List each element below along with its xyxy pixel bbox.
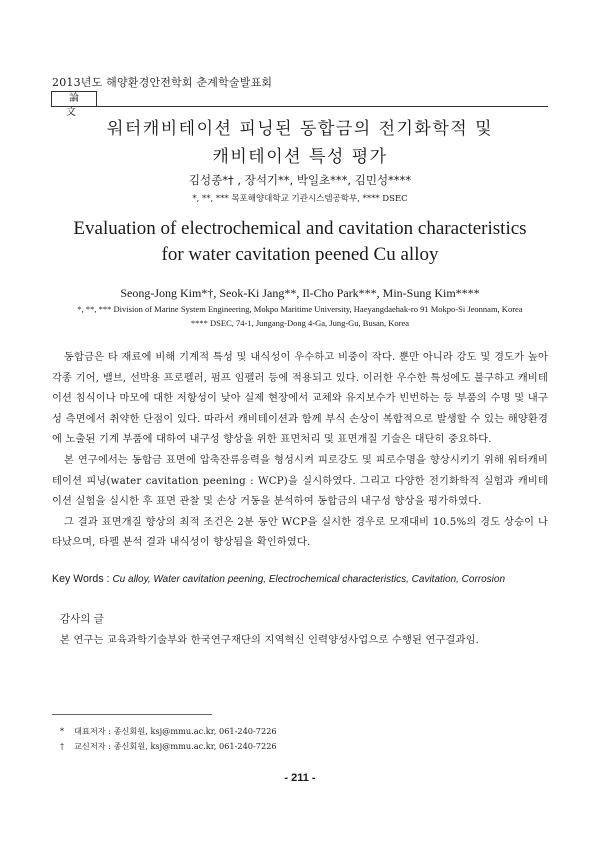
keywords-value: Cu alloy, Water cavitation peening, Electrochemical characteristics, Cavitation, Corrosion	[112, 574, 506, 585]
footnote-text: 대표저자 : 종신회원, ksj@mmu.ac.kr, 061-240-7226	[74, 726, 277, 736]
korean-title-line-1: 워터캐비테이션 피닝된 동합금의 전기화학적 및	[106, 119, 494, 139]
footnote-lead-author	[60, 726, 277, 737]
english-affiliation-line-2: **** DSEC, 74-1, Jungang-Dong 4-Ga, Jung-Gu, Busan, Korea	[190, 318, 410, 328]
keywords-label: Key Words :	[52, 573, 110, 585]
abstract-paragraph-2: 본 연구에서는 동합금 표면에 압축잔류응력을 형성시켜 피로강도 및 피로수명을 향상시키기 위해 워터캐비테이션 피닝(water cavitation peening : WCP)을 실시하였다. 그리고 다양한 전기화학적 실험과 캐비테이션 실험을 실시한 후 표면 관찰 및 손상 거동을 분석하여 동합금의 내구성 향상을 평가하였다.	[52, 454, 548, 508]
korean-affiliation: *, **, *** 목포해양대학교 기관시스템공학부, **** DSEC	[192, 194, 408, 204]
section-tag: 論 文	[51, 91, 97, 107]
english-title-line-1: Evaluation of electrochemical and cavitation characteristics	[73, 218, 527, 239]
conference-header: 2013년도 해양환경안전학회 춘계학술발표회	[52, 76, 273, 89]
abstract-paragraph-1: 동합금은 타 재료에 비해 기계적 특성 및 내식성이 우수하고 비중이 작다. 뿐만 아니라 강도 및 경도가 높아 각종 기어, 밸브, 선박용 프로펠러, 펌프 임펠러 등에 적용되고 있다. 이러한 우수한 특성에도 불구하고 캐비테이션 침식이나 마모에 대한 저항성이 낮아 실제 현장에서 교체와 유지보수가 빈번하는 등 부품의 수명 및 내구성 측면에서 취약한 단점이 있다. 따라서 캐비테이션과 함께 부식 손상이 복합적으로 발생할 수 있는 해양환경에 노출된 기계 부품에 대하여 내구성 향상을 위한 표면처리 및 표면개질 기술은 대단히 중요하다.	[52, 352, 548, 446]
korean-title-line-2: 캐비테이션 특성 평가	[212, 147, 388, 167]
abstract	[52, 348, 548, 554]
english-title-line-2: for water cavitation peened Cu alloy	[161, 244, 439, 265]
english-affiliation-line-1: *, **, *** Division of Marine System Engineering, Mokpo Maritime University, Haeyangdaehak-ro 91 Mokpo-Si Jeonnam, Korea	[77, 304, 523, 314]
acknowledgment-text: 본 연구는 교육과학기술부와 한국연구재단의 지역혁신 인력양성사업으로 수행된 연구결과임.	[60, 635, 480, 646]
header-rule	[51, 106, 548, 107]
korean-authors: 김성종*† , 장석기**, 박일초***, 김민성****	[188, 173, 412, 187]
acknowledgment-title: 감사의 글	[60, 613, 104, 625]
footnote-mark: †	[60, 741, 65, 751]
footnote-mark: *	[60, 726, 65, 736]
footnote-text: 교신저자 : 종신회원, ksj@mmu.ac.kr, 061-240-7226	[74, 741, 277, 751]
abstract-paragraph-3: 그 결과 표면개질 향상의 최적 조건은 2분 동안 WCP을 실시한 경우로 모재대비 10.5%의 경도 상승이 나타났으며, 타펠 분석 결과 내식성이 향상됨을 확인하였다.	[52, 516, 548, 549]
footnote-rule	[52, 714, 212, 715]
keywords	[52, 573, 552, 585]
footnote-corresponding-author	[60, 741, 277, 752]
page-number: - 211 -	[284, 772, 316, 784]
english-authors: Seong-Jong Kim*†, Seok-Ki Jang**, Il-Cho Park***, Min-Sung Kim****	[120, 286, 480, 300]
